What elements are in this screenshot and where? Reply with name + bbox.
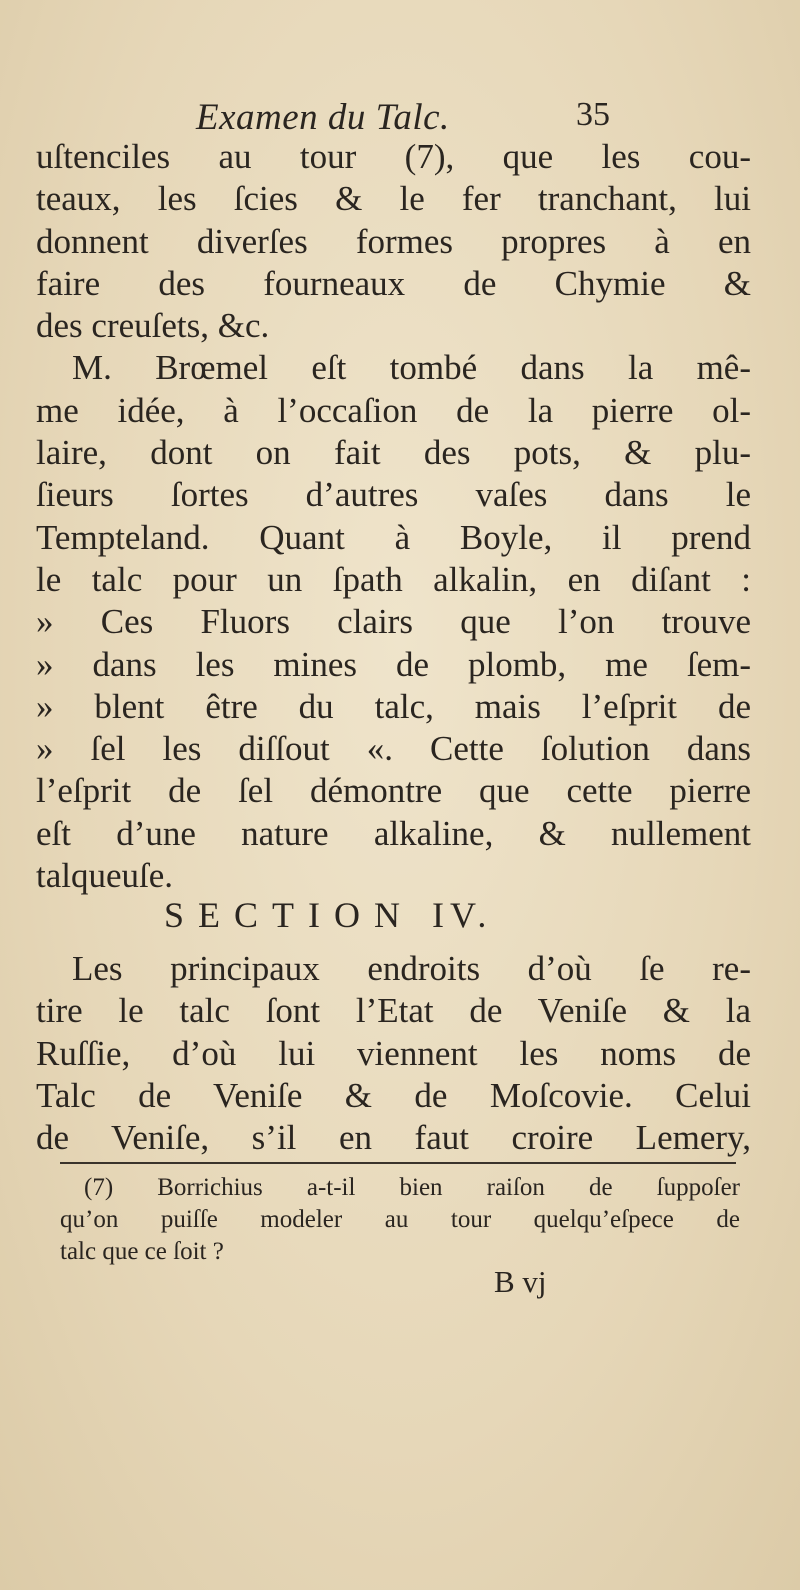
running-head	[0, 96, 800, 140]
footnote-line: qu’on puiſſe modeler au tour quelqu’eſpece de	[60, 1206, 740, 1233]
section-heading	[164, 894, 492, 936]
text-line: teaux, les ſcies & le fer tranchant, lui	[36, 179, 751, 219]
text-line: des creuſets, &c.	[36, 306, 270, 346]
section-heading-word: SECTION	[164, 895, 414, 935]
section-heading-number: IV.	[432, 895, 493, 935]
text-line: me idée, à l’occaſion de la pierre ol-	[36, 390, 751, 430]
paragraph-1	[36, 136, 751, 897]
text-line: ſieurs ſortes d’autres vaſes dans le	[36, 475, 751, 515]
footnote-line: (7) Borrichius a-t-il bien raiſon de ſuppoſer	[84, 1174, 740, 1201]
text-line: eſt d’une nature alkaline, & nullement	[36, 813, 751, 853]
text-line: faire des fourneaux de Chymie &	[36, 263, 751, 303]
text-line: de Veniſe, s’il en faut croire Lemery,	[36, 1118, 751, 1158]
text-line: Talc de Veniſe & de Moſcovie. Celui	[36, 1075, 751, 1115]
text-line: Tempteland. Quant à Boyle, il prend	[36, 517, 751, 557]
page-number: 35	[576, 96, 610, 133]
footnote-line: talc que ce ſoit ?	[60, 1238, 224, 1265]
text-line: Les principaux endroits d’où ſe re-	[72, 949, 751, 988]
signature-mark: B vj	[494, 1264, 547, 1299]
text-line-quote: » Ces Fluors clairs que l’on trouve	[36, 602, 751, 642]
text-line: le talc pour un ſpath alkalin, en diſant :	[36, 559, 751, 599]
text-line: tire le talc ſont l’Etat de Veniſe & la	[36, 991, 751, 1031]
text-line-quote: » ſel les diſſout «. Cette ſolution dans	[36, 729, 751, 769]
text-line: uſtenciles au tour (7), que les cou-	[36, 137, 751, 176]
text-line-quote: » blent être du talc, mais l’eſprit de	[36, 686, 751, 726]
text-line: l’eſprit de ſel démontre que cette pierre	[36, 771, 751, 811]
running-head-title: Examen du Talc.	[196, 97, 450, 138]
paragraph-2	[36, 948, 751, 1159]
text-line: donnent diverſes formes propres à en	[36, 221, 751, 261]
text-line: laire, dont on fait des pots, & plu-	[36, 433, 751, 473]
text-line-quote: » dans les mines de plomb, me ſem-	[36, 644, 751, 684]
text-line: Ruſſie, d’où lui viennent les noms de	[36, 1033, 751, 1073]
text-line: talqueuſe.	[36, 856, 174, 896]
footnote-rule	[60, 1162, 736, 1164]
footnote	[60, 1172, 740, 1268]
text-line: M. Brœmel eſt tombé dans la mê-	[72, 348, 751, 388]
